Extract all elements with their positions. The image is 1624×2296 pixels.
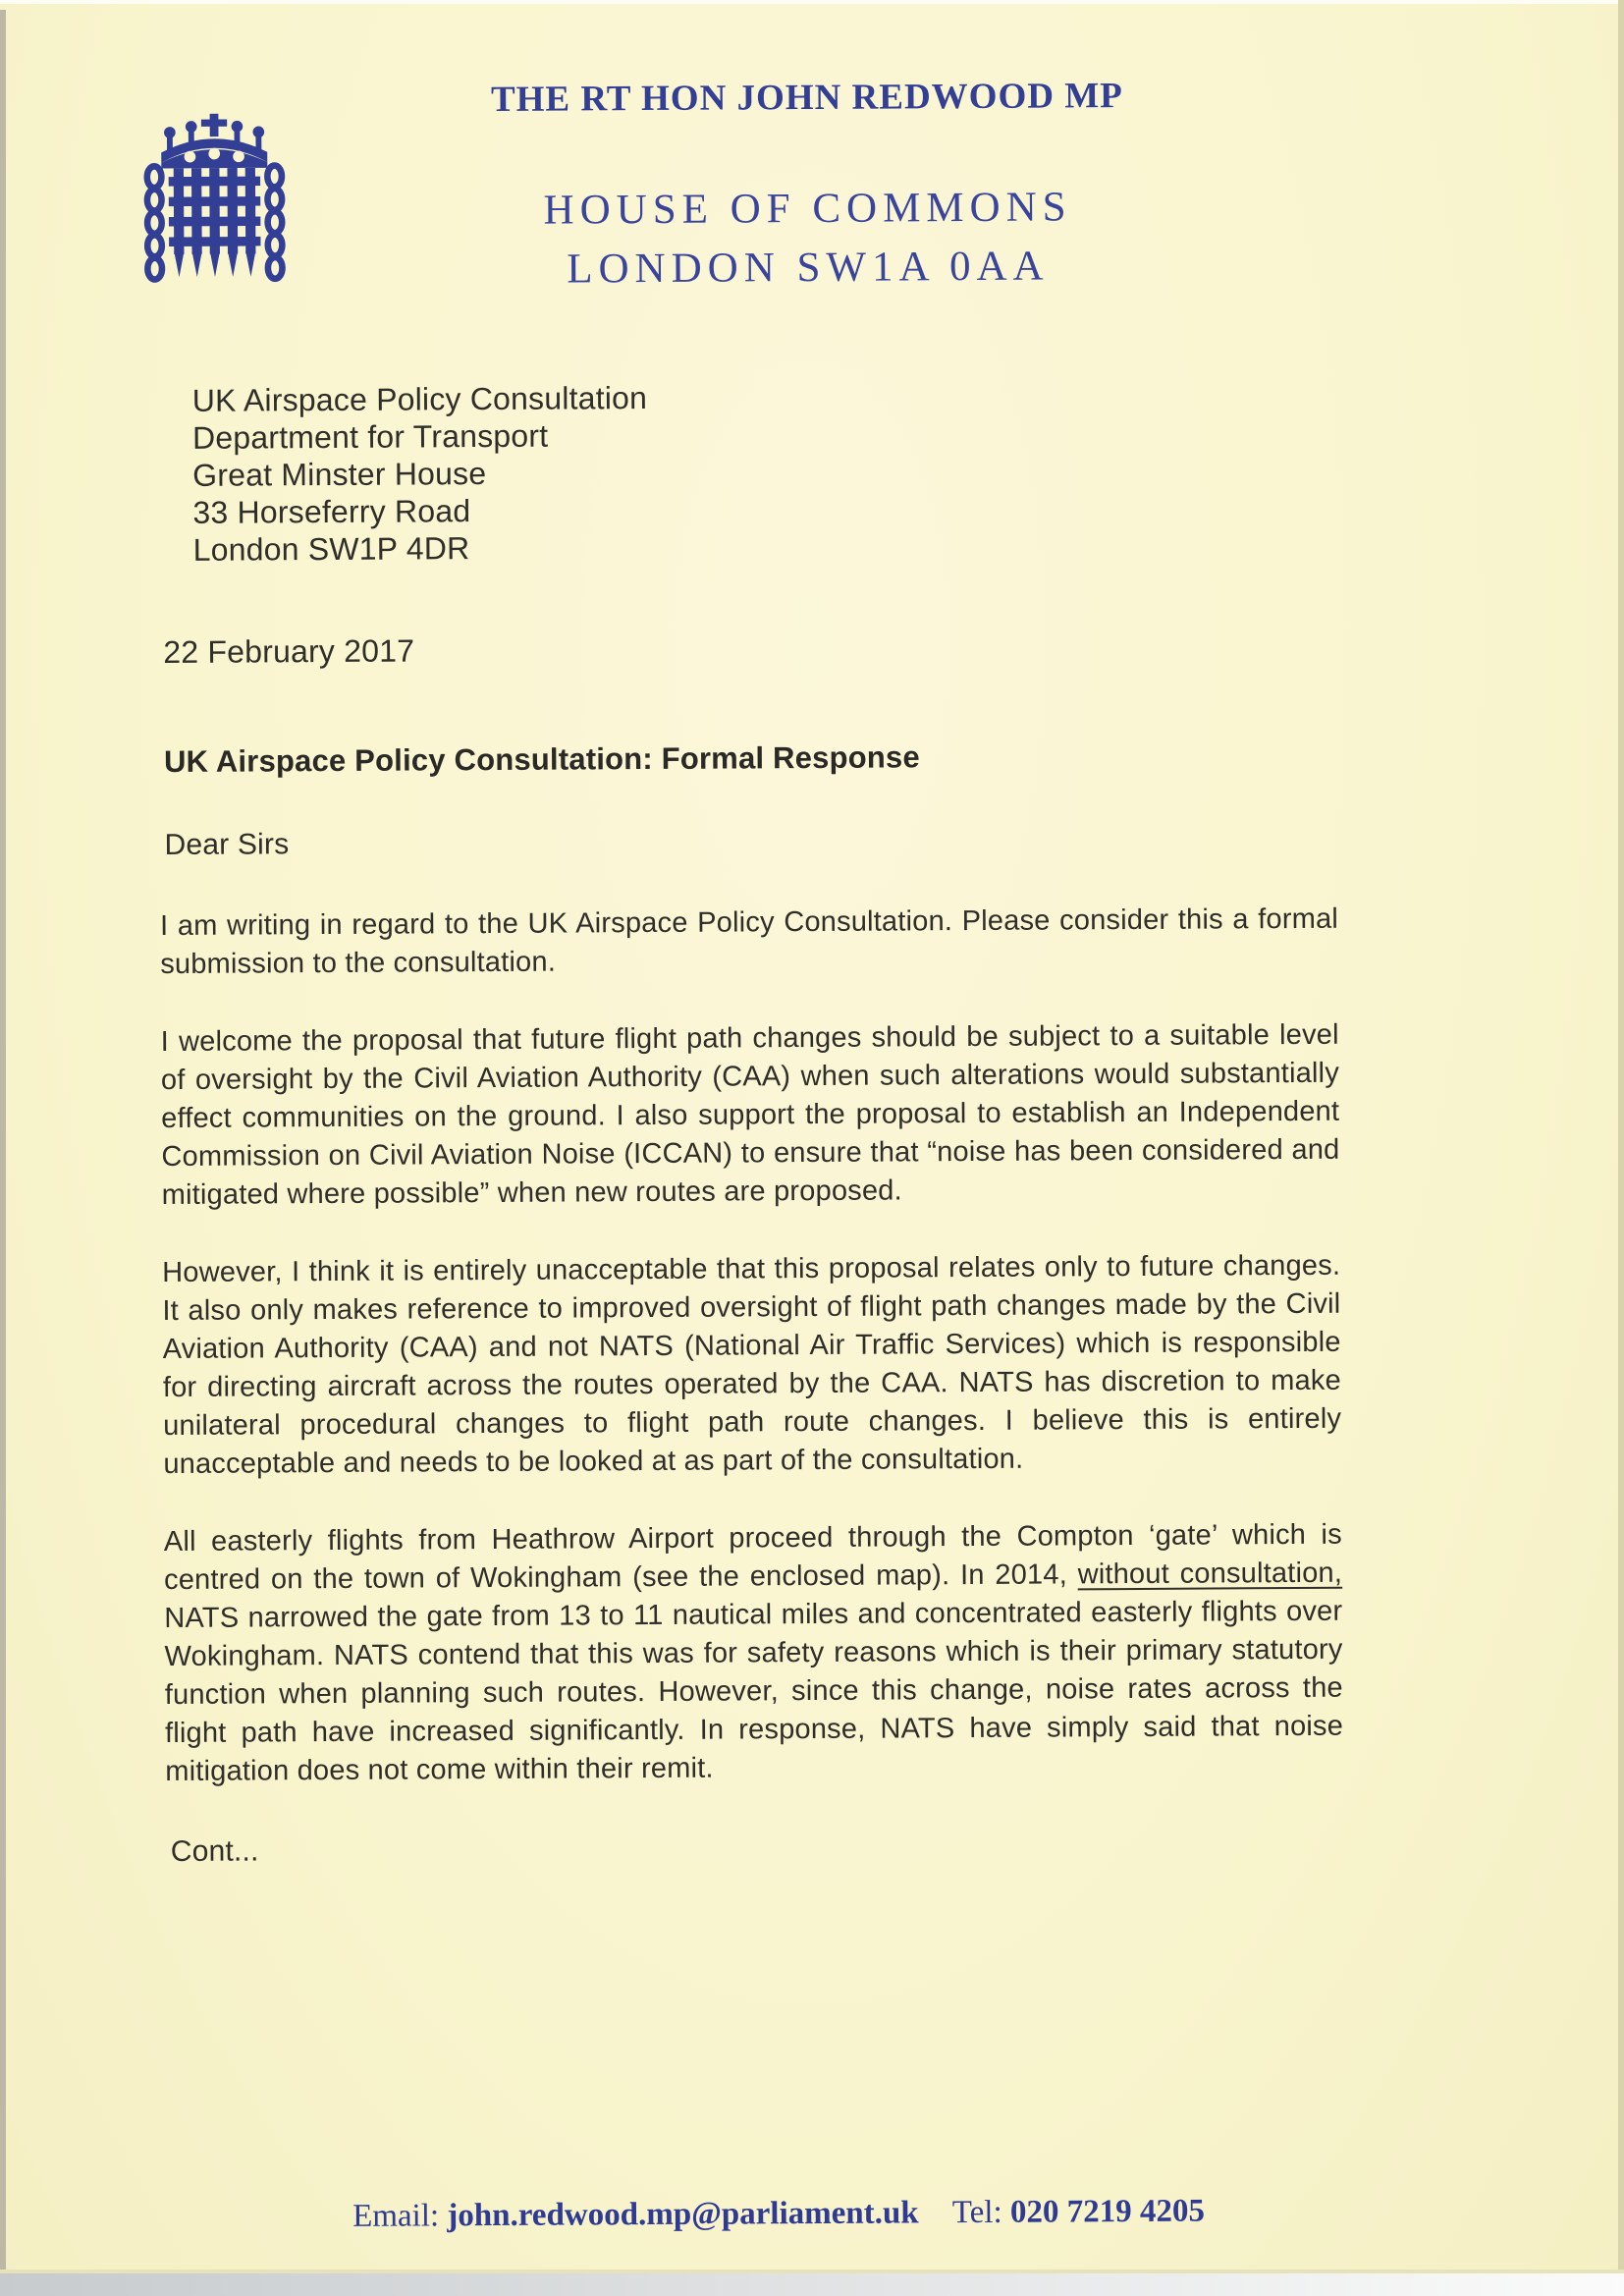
tel-number: 020 7219 4205 [1009,2193,1206,2230]
footer-contact [8,2191,1549,2237]
recipient-address-line: London SW1P 4DR [192,530,470,568]
salutation: Dear Sirs [164,828,290,862]
body-paragraph: However, I think it is entirely unacceptable that this proposal relates only to future changes. It also only makes reference to improved oversight of flight path changes made by the Civil Aviation Authority (CAA) and not NATS (National Air Traffic Services) which is responsible for directing aircraft across the routes operated by the CAA. NATS has discretion to make unilateral procedural changes to flight path route changes. I believe this is entirely unacceptable and needs to be looked at as part of the consultation. [162,1249,1342,1481]
recipient-address [157,375,1336,569]
email-label: Email: [352,2198,440,2234]
recipient-address-line: Great Minster House [192,456,487,493]
subject-line: UK Airspace Policy Consultation: Formal Response [163,739,920,780]
scan-edge-right [1618,0,1624,2274]
mp-name-title: THE RT HON JOHN REDWOOD MP [490,76,1123,120]
institution-postcode: LONDON SW1A 0AA [567,243,1050,293]
scan-edge-top [0,0,1624,4]
tel-label: Tel: [951,2194,1002,2231]
body-paragraph: I am writing in regard to the UK Airspace Policy Consultation. Please consider this a formal submission to the consultation. [159,902,1339,981]
letter-date: 22 February 2017 [163,632,415,671]
email-address: john.redwood.mp@parliament.uk [447,2195,919,2234]
continuation-note: Cont... [170,1834,259,1869]
underlined-phrase: without consultation, [1077,1557,1343,1591]
body-paragraph: I welcome the proposal that future flight path changes should be subject to a suitable level of oversight by the Civil Aviation Authority (CAA) when such alterations would substantially effect communities on the ground. I also support the proposal to establish an Independent Commission on Civil Aviation Noise (ICCAN) to ensure that “noise has been considered and mitigated where possible” when new routes are proposed. [160,1018,1340,1212]
recipient-address-line: Department for Transport [191,417,549,456]
scan-edge-left [0,10,6,2274]
recipient-address-line: 33 Horseferry Road [192,493,471,530]
paragraph-segment: NATS narrowed the gate from 13 to 11 nautical miles and concentrated easterly flights over Wokingham. NATS contend that this was for safety reasons which is their primary statutory function when planning such routes. However, since this change, noise rates across the flight path have increased significantly. In response, NATS have simply said that noise mitigation does not come within their remit. [164,1595,1344,1788]
paragraph-segment: All easterly flights from Heathrow Airport proceed through the Compton ‘gate’ which is centred on the town of Wokingham (see the enclosed map). In 2014, [163,1518,1342,1597]
scan-edge-bottom [0,2273,1624,2296]
body-paragraph [164,1516,1344,1791]
institution-name: HOUSE OF COMMONS [543,184,1072,234]
letter-body [157,375,1344,1871]
recipient-address-line: UK Airspace Policy Consultation [191,380,648,418]
